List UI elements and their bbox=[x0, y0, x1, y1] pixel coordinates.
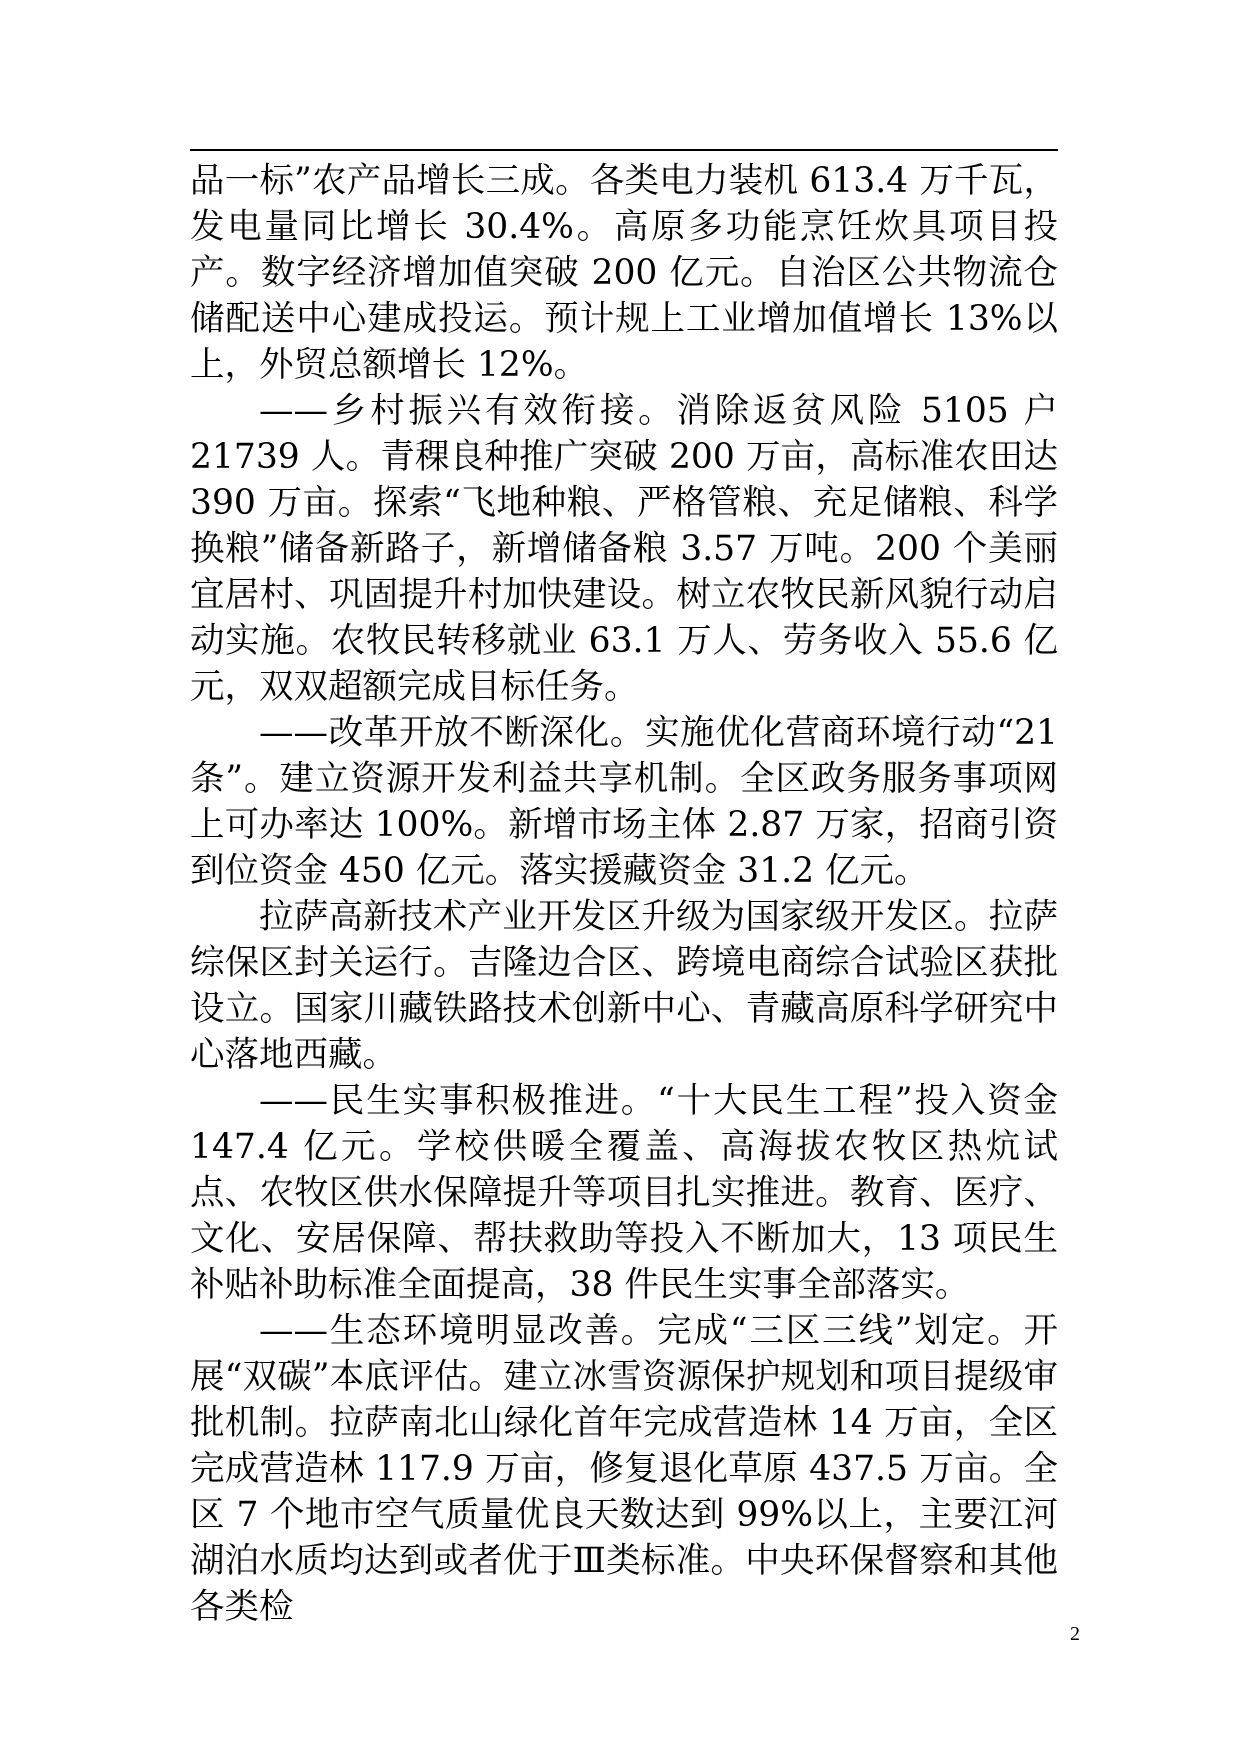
paragraph-ecology: ——生态环境明显改善。完成“三区三线”划定。开展“双碳”本底评估。建立冰雪资源保护规划和项目提级审批机制。拉萨南北山绿化首年完成营造林 14 万亩，全区完成营造林 117.9 万亩，修复退化草原 437.5 万亩。全区 7 个地市空气质量优良天数达到 99%以上，主要江河湖泊水质均达到或者优于Ⅲ类标准。中央环保督察和其他各类检 bbox=[190, 1311, 1058, 1627]
paragraph-reform-opening: ——改革开放不断深化。实施优化营商环境行动“21 条”。建立资源开发利益共享机制。全区政务服务事项网上可办率达 100%。新增市场主体 2.87 万家，招商引资到位资金 450 亿元。落实援藏资金 31.2 亿元。 bbox=[190, 713, 1058, 891]
paragraph-livelihood: ——民生实事积极推进。“十大民生工程”投入资金 147.4 亿元。学校供暖全覆盖、高海拔农牧区热炕试点、农牧区供水保障提升等项目扎实推进。教育、医疗、文化、安居保障、帮扶救助等投入不断加大，13 项民生补贴补助标准全面提高，38 件民生实事全部落实。 bbox=[190, 1081, 1058, 1305]
body-text bbox=[190, 158, 1058, 1630]
paragraph-lhasa-development-zone: 拉萨高新技术产业开发区升级为国家级开发区。拉萨综保区封关运行。吉隆边合区、跨境电商综合试验区获批设立。国家川藏铁路技术创新中心、青藏高原科学研究中心落地西藏。 bbox=[190, 897, 1058, 1075]
page-number: 2 bbox=[1070, 1623, 1080, 1645]
header-rule bbox=[190, 149, 1058, 151]
paragraph-rural-revitalization: ——乡村振兴有效衔接。消除返贫风险 5105 户 21739 人。青稞良种推广突破 200 万亩，高标准农田达 390 万亩。探索“飞地种粮、严格管粮、充足储粮、科学换粮”储备新路子，新增储备粮 3.57 万吨。200 个美丽宜居村、巩固提升村加快建设。树立农牧民新风貌行动启动实施。农牧民转移就业 63.1 万人、劳务收入 55.6 亿元，双双超额完成目标任务。 bbox=[190, 391, 1058, 707]
paragraph-continued: 品一标”农产品增长三成。各类电力装机 613.4 万千瓦，发电量同比增长 30.4%。高原多功能烹饪炊具项目投产。数字经济增加值突破 200 亿元。自治区公共物流仓储配送中心建成投运。预计规上工业增加值增长 13%以上，外贸总额增长 12%。 bbox=[190, 161, 1058, 385]
